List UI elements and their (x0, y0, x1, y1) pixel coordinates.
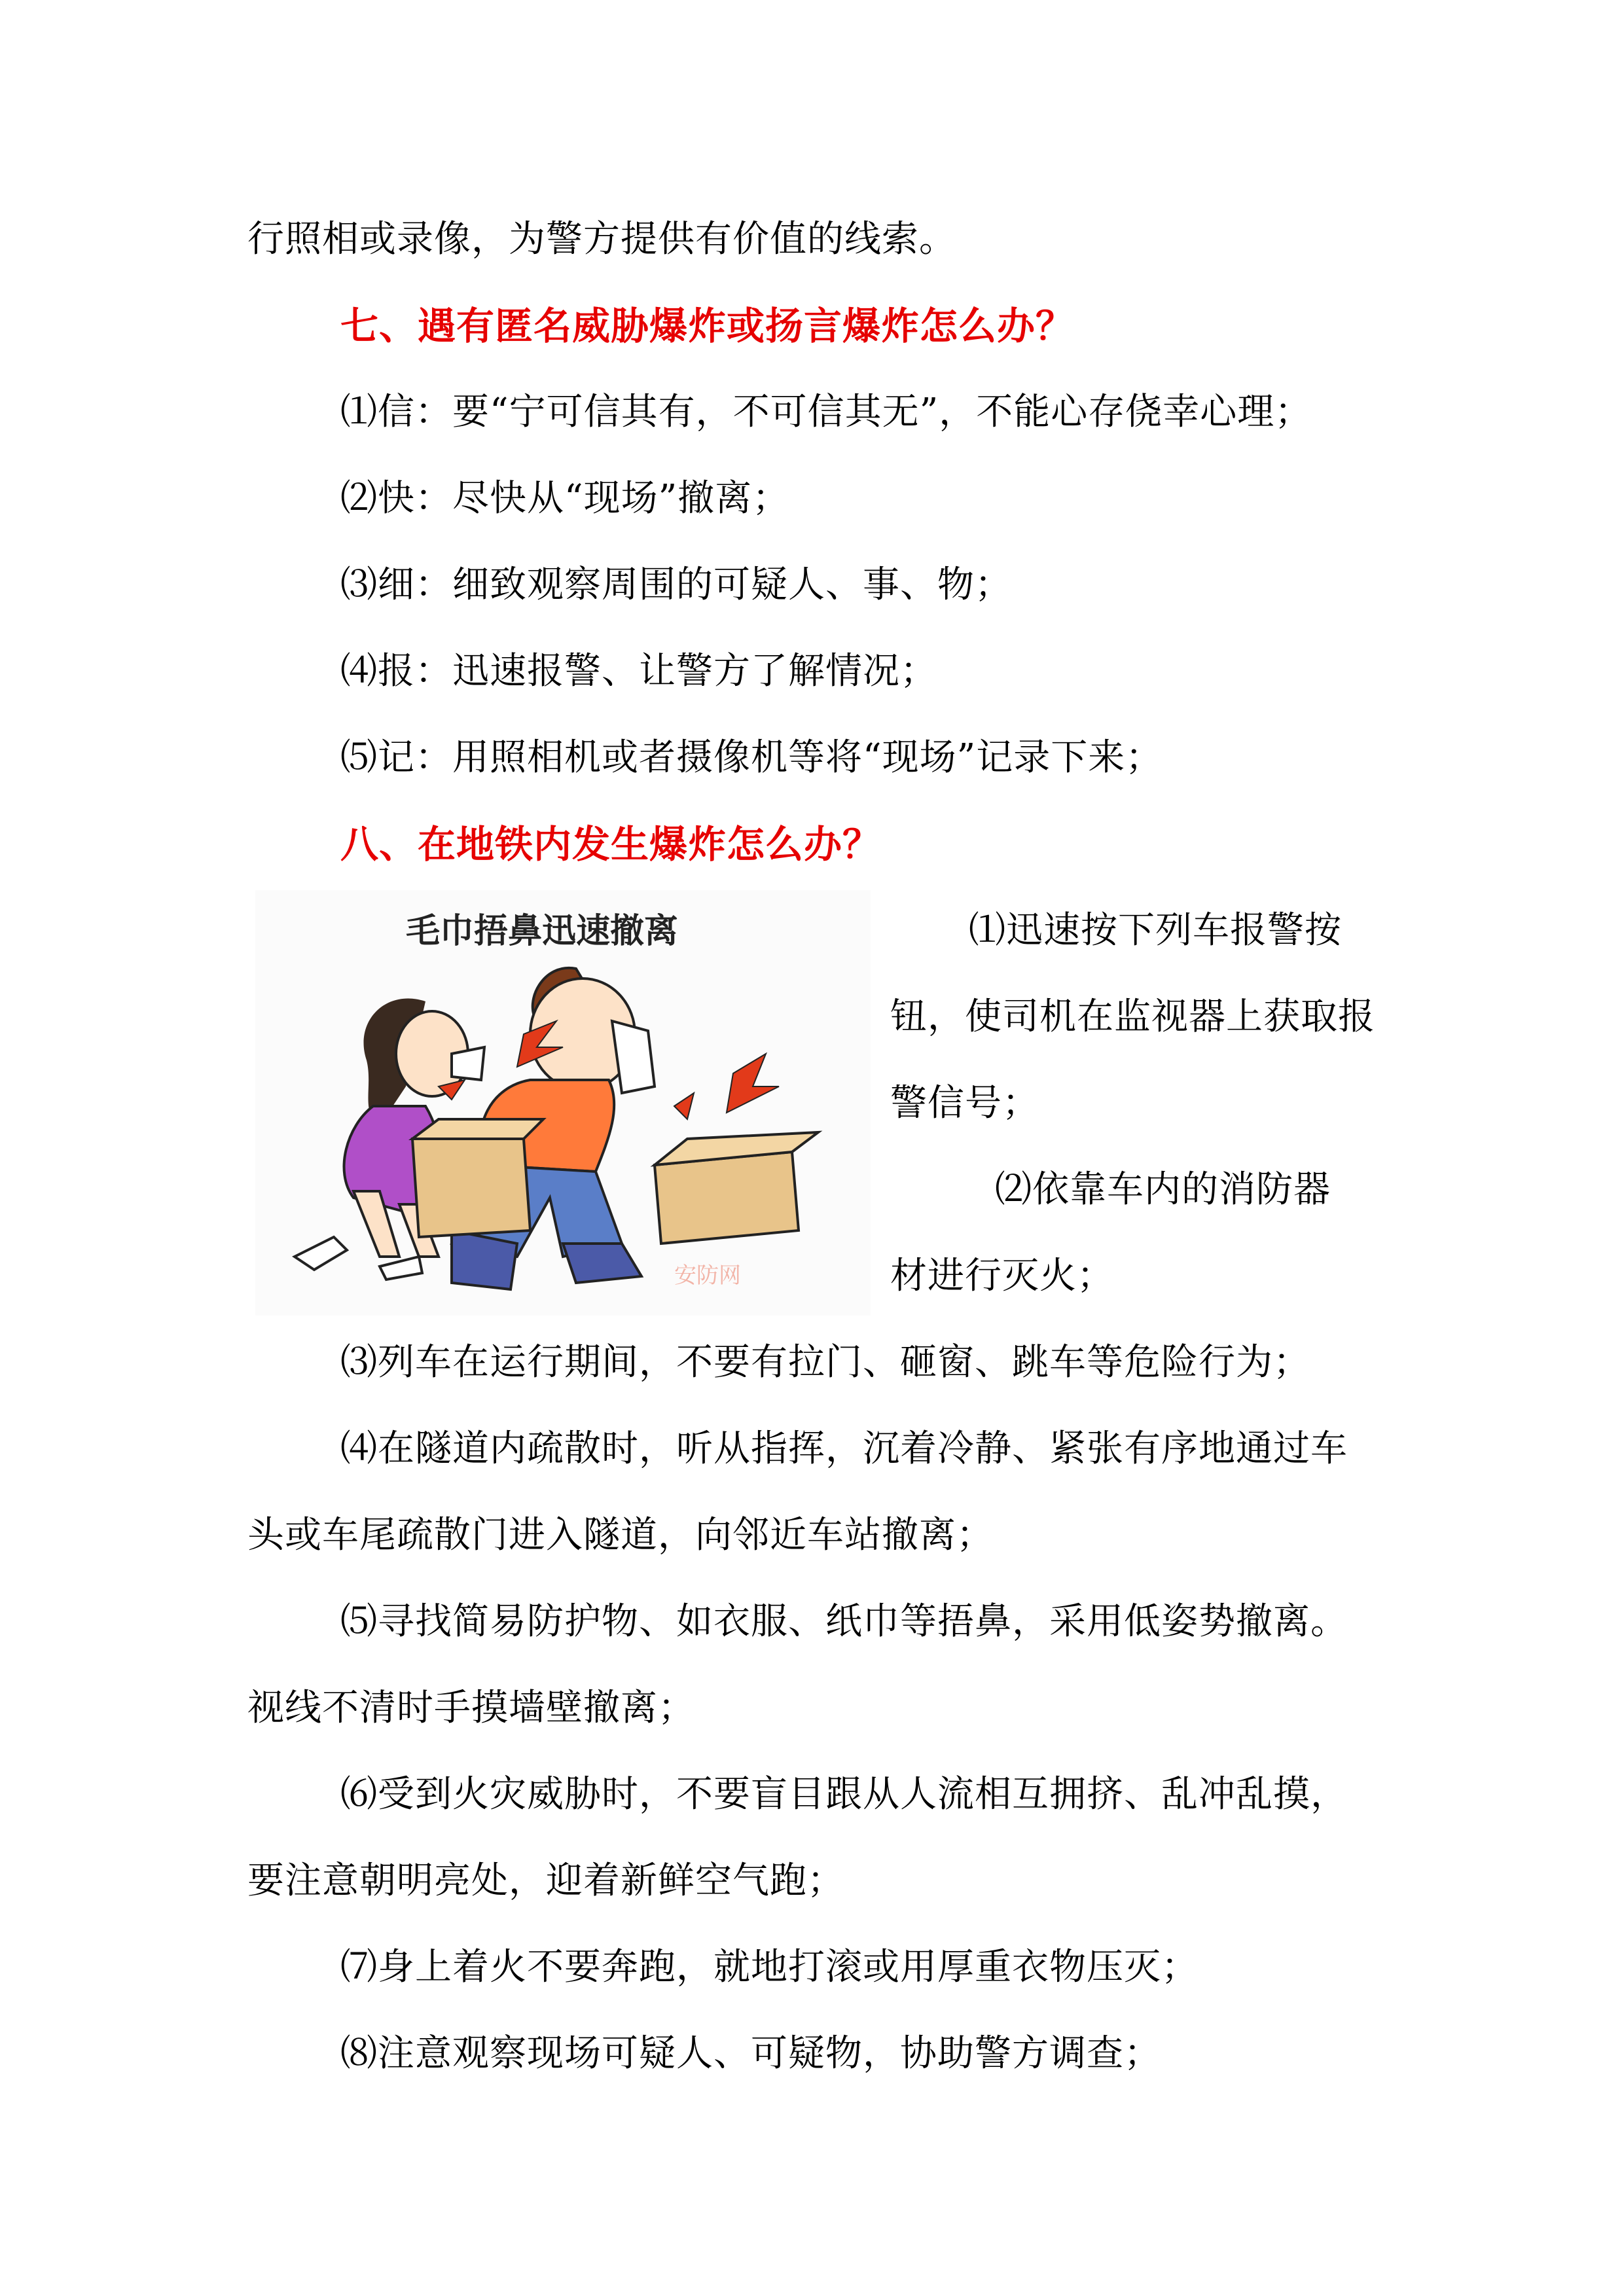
list-item-fast: ⑵快：尽快从“现场”撤离； (340, 477, 790, 520)
list-item-report: ⑷报：迅速报警、让警方了解情况； (340, 650, 937, 692)
list-item-detail: ⑶细：细致观察周围的可疑人、事、物； (340, 564, 1012, 606)
subway-item-7: ⑺身上着火不要奔跑，就地打滚或用厚重衣物压灭； (340, 1946, 1199, 1988)
box-left (412, 1119, 543, 1237)
paragraph-continuation: 行照相或录像，为警方提供有价值的线索。 (247, 218, 956, 260)
subway-item-3: ⑶列车在运行期间，不要有拉门、砸窗、跳车等危险行为； (340, 1341, 1310, 1384)
subway-item-4-line-1: ⑷在隧道内疏散时，听从指挥，沉着冷静、紧张有序地通过车 (340, 1427, 1348, 1470)
watermark: 安防网 (674, 1263, 741, 1289)
subway-item-8: ⑻注意观察现场可疑人、可疑物，协助警方调查； (340, 2032, 1161, 2075)
subway-item-6-line-1: ⑹受到火灾威胁时，不要盲目跟从人流相互拥挤、乱冲乱摸， (340, 1773, 1348, 1816)
subway-item-1-line-2: 钮，使司机在监视器上获取报 (890, 996, 1375, 1038)
section-heading-eight: 八、在地铁内发生爆炸怎么办？ (340, 822, 882, 867)
list-item-record: ⑸记：用照相机或者摄像机等将“现场”记录下来； (340, 736, 1163, 779)
illustration-caption: 毛巾捂鼻迅速撤离 (406, 912, 679, 951)
section-heading-seven: 七、遇有匿名威胁爆炸或扬言爆炸怎么办？ (340, 304, 1075, 348)
subway-item-6-line-2: 要注意朝明亮处，迎着新鲜空气跑； (247, 1859, 844, 1902)
subway-item-1-line-3: 警信号； (890, 1082, 1039, 1124)
subway-item-5-line-1: ⑸寻找简易防护物、如衣服、纸巾等捂鼻，采用低姿势撤离。 (340, 1600, 1348, 1643)
subway-item-2-line-2: 材进行灭火； (890, 1255, 1114, 1297)
list-item-believe: ⑴信：要“宁可信其有，不可信其无”，不能心存侥幸心理； (340, 391, 1312, 433)
cartoon-illustration (255, 890, 871, 1316)
subway-item-1-line-1: ⑴迅速按下列车报警按 (969, 909, 1342, 952)
subway-item-5-line-2: 视线不清时手摸墙壁撤离； (247, 1687, 695, 1729)
subway-item-2-line-1: ⑵依靠车内的消防器 (995, 1168, 1331, 1211)
box-right (655, 1132, 818, 1244)
subway-item-4-line-2: 头或车尾疏散门进入隧道，向邻近车站撤离； (247, 1514, 994, 1556)
